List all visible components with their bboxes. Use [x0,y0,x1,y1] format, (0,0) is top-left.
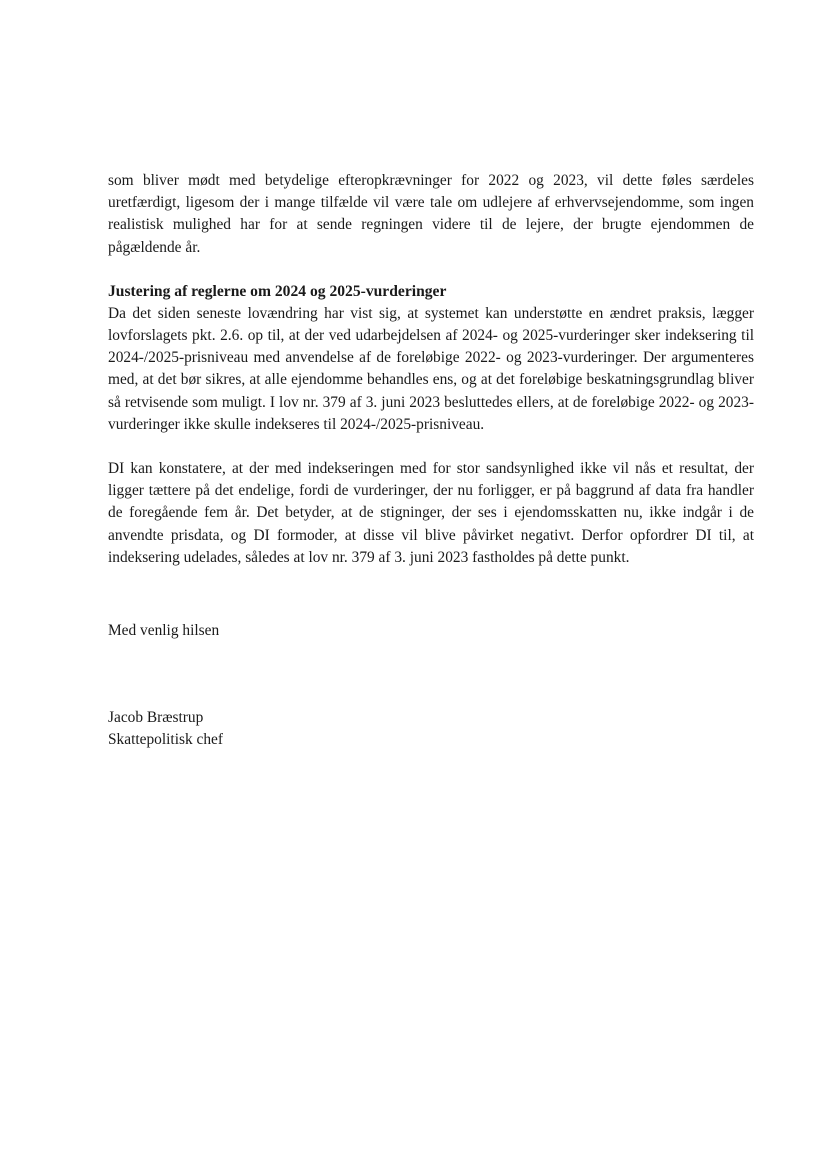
paragraph-di-konstatering: DI kan konstatere, at der med indekseringen med for stor sandsynlighed ikke vil nås et resultat, der ligger tættere på det endelige, fordi de vurderinger, der nu forligger, er på baggrund af data fra handler de foregående fem år. Det betyder, at de stigninger, der ses i ejendomsskatten nu, ikke indgår i de anvendte prisdata, og DI formoder, at disse vil blive påvirket negativt. Derfor opfordrer DI til, at indeksering udelades, således at lov nr. 379 af 3. juni 2023 fastholdes på dette punkt. [108,460,754,566]
closing-greeting: Med venlig hilsen [108,622,220,639]
paragraph-justering: Da det siden seneste lovændring har vist sig, at systemet kan understøtte en ændret praksis, lægger lovforslagets pkt. 2.6. op til, at der ved udarbejdelsen af 2024- og 2025-vurderinger sker indeksering til 2024-/2025-prisniveau med anvendelse af de foreløbige 2022- og 2023-vurderinger. Der argumenteres med, at det bør sikres, at alle ejendomme behandles ens, og at det foreløbige beskatningsgrundlag bliver så retvisende som muligt. I lov nr. 379 af 3. juni 2023 besluttedes ellers, at de foreløbige 2022- og 2023-vurderinger ikke skulle indekseres til 2024-/2025-prisniveau. [108,304,754,433]
section-heading: Justering af reglerne om 2024 og 2025-vurderinger [108,282,447,300]
signer-title: Skattepolitisk chef [108,731,223,748]
paragraph-efteropkraevninger: som bliver mødt med betydelige efteropkrævninger for 2022 og 2023, vil dette føles særdeles uretfærdigt, ligesom der i mange tilfælde vil være tale om udlejere af erhvervsejendomme, som ingen realistisk mulighed har for at sende regningen videre til de lejere, der brugte ejendommen de pågældende år. [108,172,754,256]
signer-name: Jacob Bræstrup [108,709,204,726]
letter-body [108,170,754,569]
signature-block [108,707,223,751]
